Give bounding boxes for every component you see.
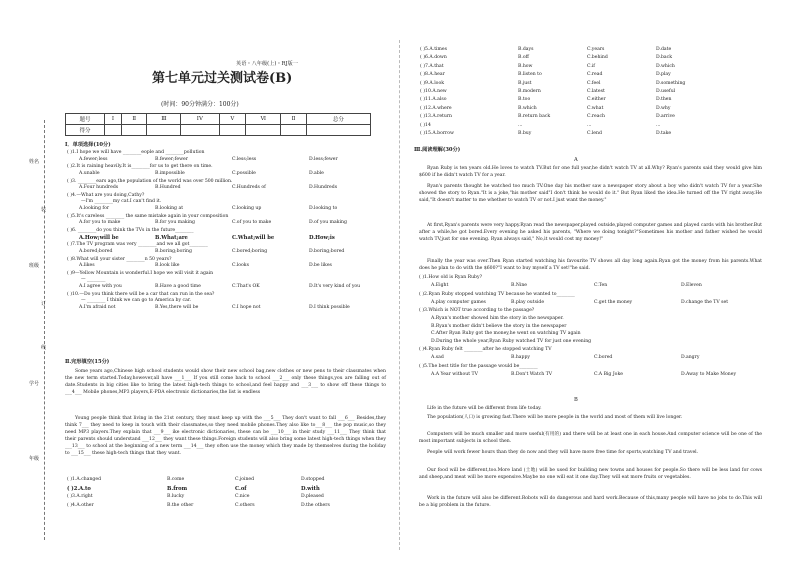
reading-option: A.A Year without TV xyxy=(431,371,478,377)
cloze-option: ( )1.A.changed xyxy=(67,477,102,482)
margin-xian-label: 线 xyxy=(41,345,47,351)
passage-b-para2: The population(人口) is growing fast.There will be more people in the world and most of them will live longer. xyxy=(427,415,683,420)
answer-option: C.I hope not xyxy=(232,304,261,310)
cloze-option: D.play xyxy=(656,72,671,78)
cloze-option: D.the others xyxy=(301,502,330,508)
passage-a-para2: Ryan's parents thought he watched too much TV.One day his mother saw a newspaper story about a boy who didn't watch TV for a year.She showed the story to Ryan."It is a joke,"his mother said"I don't think he would do it." But Ryan liked the idea.He turned off the TV right away.He said,"It doesn't matter to me whether to watch TV or not.I just want the money." xyxy=(419,184,762,204)
answer-option: C.possible xyxy=(232,170,256,176)
answer-option: D.How;is xyxy=(309,234,335,241)
answer-option: B.impossible xyxy=(155,170,185,176)
cloze-option: B.modern xyxy=(518,89,541,94)
answer-option: A.for you to make xyxy=(79,220,121,226)
passage-b-para6: Work in the future will also be different.Robots will do dangerous and hard work.Because of this,many people will have no jobs to do.This will be a big problem in the future. xyxy=(419,496,762,509)
cloze-option: D.back xyxy=(656,55,673,61)
cloze-option: D.which xyxy=(656,63,675,69)
cloze-option: ( )10.A.new xyxy=(420,89,447,94)
cloze-option: B.too xyxy=(518,97,531,103)
cloze-option: D.then xyxy=(656,97,672,103)
answer-option: C.of you to make xyxy=(232,220,272,226)
answer-option: D.be likes xyxy=(309,263,332,269)
score-table-cell: 题号 xyxy=(66,114,105,125)
section2-options-right xyxy=(420,48,760,148)
question-stem: ( )6. ________do you think the TVs in the future________ xyxy=(67,228,194,233)
answer-option: C.looking up xyxy=(232,205,262,211)
reading-option: D.Eleven xyxy=(681,283,702,288)
score-table-cell: IV xyxy=(181,114,219,125)
reading-option: B.Don't Watch TV xyxy=(511,371,553,377)
cloze-option: B.days xyxy=(518,47,534,52)
cloze-option: D.with xyxy=(301,485,320,492)
cloze-option: ( )11.A.also xyxy=(420,97,447,103)
header-subtitle: 英语・八年级(上)・RJ版一 xyxy=(236,61,298,67)
section2-heading: Ⅱ.完形填空(15分) xyxy=(65,359,110,365)
answer-option: C.What;will be xyxy=(232,234,275,241)
answer-option: D.boring;bored xyxy=(309,248,345,254)
question-sub: — ________ xyxy=(81,277,106,283)
question-stem: ( )8.What will your sister ________n 50 years? xyxy=(67,256,172,262)
question-stem: ( )4.—What are you doing,Cathy? xyxy=(67,192,145,198)
question-stem: ( )1.I hope we will have ________eople and ________pollution xyxy=(67,150,205,155)
reading-option: B.happy xyxy=(511,355,531,361)
section1-questions xyxy=(67,151,387,361)
passage-b-para5: Our food will be different,too.More land (土地) will be used for building new towns and houses for people.So there will be less land for cows and sheep,and meat will be more expensive.Maybe no one will eat it one day.They will eat more fruits or vegetables. xyxy=(419,468,762,481)
answer-option: A.bored;bored xyxy=(79,248,113,254)
answer-option: A.fewer;less xyxy=(79,156,108,162)
answer-option: D.It's very kind of you xyxy=(309,283,361,289)
reading-option: A.sad xyxy=(431,355,444,361)
question-stem: ( )7.The TV program was very ________and we all got________ xyxy=(67,242,208,248)
answer-option: B.fewer;fewer xyxy=(155,156,188,162)
cloze-option: C.others xyxy=(235,502,255,508)
question-stem: ( )5.It's careless ________ the same mistake again in your composition xyxy=(67,213,229,219)
time-info: (时间：90分钟满分：100分) xyxy=(161,101,239,108)
cloze-option: C.feel xyxy=(587,80,601,86)
reading-option: C.After Ryan Ruby got the money,he went on watching TV again xyxy=(431,331,581,337)
cloze-option: C.years xyxy=(587,47,605,52)
cloze-option: C.joined xyxy=(235,477,255,482)
cloze-option: B.from xyxy=(167,485,188,492)
answer-option: D.looking to xyxy=(309,205,338,211)
score-input-cell[interactable] xyxy=(246,125,281,136)
answer-option: A.likes xyxy=(79,263,95,269)
question-stem: ( )3. ________ears ago,the population of the world was over 500 million. xyxy=(67,178,233,184)
section2-options-left xyxy=(67,478,387,518)
cloze-option: C.latest xyxy=(587,89,605,94)
section1-heading: I．单项选择(10分) xyxy=(65,142,111,148)
score-table-cell: Ⅱ xyxy=(281,114,306,125)
cloze-option: C.behind xyxy=(587,55,608,61)
reading-option: A.Eight xyxy=(431,283,449,288)
cloze-option: B.how xyxy=(518,63,533,69)
score-table-cell: I xyxy=(105,114,122,125)
answer-option: B.for you making xyxy=(155,220,195,226)
reading-option: B.Nine xyxy=(511,283,528,288)
reading-question-stem: ( )1.How old is Ryan Ruby? xyxy=(419,275,483,280)
cloze-option: C.of xyxy=(235,485,247,492)
reading-option: A.Ryan's mother showed him the story in the newspaper. xyxy=(431,316,564,321)
score-table-cell: Ⅵ xyxy=(246,114,281,125)
cloze-option: D.take xyxy=(656,131,672,136)
cloze-option: ( )7.A.that xyxy=(420,63,444,69)
cloze-option: C.what xyxy=(587,105,604,111)
binding-line xyxy=(44,120,45,540)
margin-name-label: 姓名 xyxy=(29,159,40,165)
question-sub: — ________ I think we can go to America by car. xyxy=(81,298,192,304)
answer-option: B.look like xyxy=(155,263,180,269)
passage-a-para3: At first,Ryan's parents were very happy.Ryan read the newspaper,played outside,played computer games and played cards with his brother.But after a while,he got bored.Every evening he asked his parents, "Where we doing tonight?"Sometimes his mother and father wished he would watch TV,just for one evening. Ryan always said," No,it would cost my money!" xyxy=(419,223,762,243)
cloze-option: ( )4.A.other xyxy=(67,502,94,508)
cloze-option: B.off xyxy=(518,55,529,61)
reading-option: C.A Big Joke xyxy=(594,371,623,377)
cloze-option: C.read xyxy=(587,72,603,78)
cloze-option: C.if xyxy=(587,63,595,69)
answer-option: B.looking at xyxy=(155,205,184,211)
score-input-cell[interactable] xyxy=(281,125,306,136)
margin-zhuang-label: 装 xyxy=(41,207,47,213)
score-table-cell: Ⅱ xyxy=(122,114,147,125)
margin-number-label: 学号 xyxy=(29,381,40,387)
answer-option: A.Four hundreds xyxy=(79,185,119,191)
cloze-option: C.either xyxy=(587,97,606,103)
cloze-option: C.nice xyxy=(235,494,250,500)
reading-option: D.Away to Make Money xyxy=(681,371,737,377)
answer-option: A.looking for xyxy=(79,205,110,211)
cloze-option: ( )2.A.to xyxy=(67,485,91,492)
cloze-option: B.buy xyxy=(518,131,532,136)
cloze-option: ( )15.A.borrow xyxy=(420,131,454,136)
reading-question-stem: ( )2.Ryan Ruby stopped watching TV because he wanted to________ xyxy=(419,291,575,297)
cloze-option: ( )3.A.right xyxy=(67,494,93,500)
score-table xyxy=(65,113,371,136)
cloze-option: ... xyxy=(656,122,661,128)
score-input-cell[interactable] xyxy=(219,125,246,136)
cloze-option: B.listen to xyxy=(518,72,542,78)
section3-heading: Ⅲ.阅读理解(30分) xyxy=(414,147,461,153)
cloze-option: B.which xyxy=(518,105,537,111)
cloze-option: ( )9.A.look xyxy=(420,80,444,86)
cloze-option: B.the other xyxy=(167,502,194,508)
score-table-cell: V xyxy=(219,114,246,125)
cloze-option: D.useful xyxy=(656,89,676,94)
reading-option: B.Ryan's mother didn't believe the story in the newspaper xyxy=(431,323,567,329)
cloze-option: D.stopped xyxy=(301,477,325,482)
margin-grade-label: 年级 xyxy=(29,456,40,462)
answer-option: A.How;will be xyxy=(79,234,119,241)
section2-para2: Young people think that living in the 21st century, they must keep up with the ___5___ They don't want to fall ___6___ Besides,they think 7___ they need to keep in touch with their classmates,so they need mobile phones.They also like to___8___ the pop music,so they need MP3 players.They explain that ___9___ ike electronic dictionaries, these can be ___10___ in their study ___11___ They think that their parents should understand ___12___ they want these things.Foreign students will also bring some latest high-tech things when they ___13___ to school at the beginning of a new term ___14___ they often use the money which they made by themselves during the holiday to ___15___ these high-tech things that they want. xyxy=(65,416,386,457)
answer-option: D.of you making xyxy=(309,220,347,226)
reading-option: C.Ten xyxy=(594,283,608,288)
question-stem: ( )9—Yellow Mountain is wonderful.I hope we will visit it again xyxy=(67,270,214,276)
answer-option: D.Hundreds xyxy=(309,185,338,191)
cloze-option: ( )5.A.times xyxy=(420,47,447,52)
answer-option: B.What;are xyxy=(155,234,188,241)
answer-option: A.I agree with you xyxy=(79,283,122,289)
reading-option: D.change the TV set xyxy=(681,299,729,305)
question-stem: ( )2.It is raining heavily.It is________for us to get there on time. xyxy=(67,164,213,170)
reading-option: C.bored xyxy=(594,355,613,361)
cloze-option: D.why xyxy=(656,105,671,111)
cloze-option: D.pleased xyxy=(301,494,324,500)
cloze-option: ( )13.A.return xyxy=(420,114,453,120)
reading-question-stem: ( )4.Ryan Ruby felt ________after he stopped watching TV xyxy=(419,347,552,353)
passage-b-para1: Life in the future will be different from life today. xyxy=(427,406,542,411)
cloze-option: B.just xyxy=(518,80,532,86)
passage-b-title: B xyxy=(574,397,578,403)
answer-option: D.I think possible xyxy=(309,304,350,310)
cloze-option: ( )8.A.hear xyxy=(420,72,445,78)
answer-option: C.That's OK xyxy=(232,283,260,289)
reading-question-stem: ( )5.The best title for the passage would be________ xyxy=(419,363,538,369)
answer-option: D.less;fewer xyxy=(309,156,338,162)
section2-para1: Some years ago,Chinese high school students would show their new school bag,new clothes or new pens to their classmates when the new term started.Today,however,all have ___1___ If you still come back to school ___2___ only these things,you are falling out of date.Students in big cities like to bring the latest high-tech things to school,and feel happy and ___3___ to show off these things to ___4___ Mobile phones,MP3 players,E-PDA electronic dictionaries,the list is endless xyxy=(65,369,386,396)
answer-option: A.unable xyxy=(79,170,100,176)
answer-option: C.bored;boring xyxy=(232,248,268,254)
score-table-cell: Ⅲ xyxy=(147,114,181,125)
answer-option: D.able xyxy=(309,170,324,176)
question-sub: —I'm ________my cat.I can't find it. xyxy=(81,199,162,205)
cloze-option: C.lend xyxy=(587,131,602,136)
passage-a-para1: Ryan Ruby is ten years old.He loves to watch TV.But for one full year,he didn't watch TV at all.Why? Ryan's parents said they would give him $600 if he didn't watch TV for a year. xyxy=(419,166,762,179)
answer-option: C.less;less xyxy=(232,156,257,162)
question-stem: ( )10.—Do you think there will be a car that can run in the sea? xyxy=(67,291,215,297)
cloze-option: B.return back xyxy=(518,114,551,120)
score-table-cell: 得分 xyxy=(66,125,105,136)
cloze-option: D.date xyxy=(656,47,672,52)
score-input-cell[interactable] xyxy=(181,125,219,136)
cloze-option: ( )6.A.down xyxy=(420,55,447,61)
reading-option: C.get the money xyxy=(594,299,633,305)
answer-option: C.Hundreds of xyxy=(232,185,266,191)
cloze-option: D.something xyxy=(656,80,686,86)
cloze-option: ... xyxy=(518,122,523,128)
reading-option: A.play computer games xyxy=(431,299,486,305)
cloze-option: B.come xyxy=(167,477,185,482)
answer-option: B.Yes,there will be xyxy=(155,304,199,310)
margin-ding-label: 订 xyxy=(41,301,47,307)
passage-a-title: A xyxy=(574,157,578,163)
section3-questions xyxy=(419,276,764,396)
page-title: 第七单元过关测试卷(B) xyxy=(152,71,293,86)
cloze-option: ( )12.A.where xyxy=(420,105,452,111)
passage-a-para4: Finally the year was over.Then Ryan started watching his favourite TV shows all day long again.Ryan got the money from his parents.What does he plan to do with the $600?"I want to buy myself a TV set!"he said. xyxy=(419,259,762,272)
reading-option: D.During the whole year,Ryan Ruby watched TV for just one evening xyxy=(431,338,592,344)
answer-option: A.I'm afraid not xyxy=(79,304,116,310)
cloze-option: ... xyxy=(587,122,592,128)
score-input-cell[interactable] xyxy=(147,125,181,136)
reading-option: B.play outside xyxy=(511,299,545,305)
reading-option: D.angry xyxy=(681,355,700,361)
score-input-cell[interactable] xyxy=(306,125,370,136)
cloze-option: C.reach xyxy=(587,114,605,120)
score-table-cell: 总分 xyxy=(306,114,370,125)
column-divider xyxy=(399,40,400,550)
cloze-option: ( )14 xyxy=(420,122,431,128)
answer-option: B.Hundred xyxy=(155,185,181,191)
answer-option: C.looks xyxy=(232,263,249,269)
cloze-option: D.arrive xyxy=(656,114,675,120)
reading-question-stem: ( )3.Which is NOT true according to the passage? xyxy=(419,308,535,313)
margin-class-label: 班级 xyxy=(29,263,40,269)
answer-option: B.Have a good time xyxy=(155,283,201,289)
answer-option: B.boring;boring xyxy=(155,248,192,254)
score-input-cell[interactable] xyxy=(122,125,147,136)
passage-b-para4: People will work fewer hours than they do now and they will have more free time for sports,watching TV and travel. xyxy=(427,450,699,455)
cloze-option: B.lucky xyxy=(167,494,185,500)
passage-b-para3: Computers will be much smaller and more useful(有用的) and there will be at least one in each house.And computer science will be one of the most important subjects in school then. xyxy=(419,432,762,445)
score-input-cell[interactable] xyxy=(105,125,122,136)
